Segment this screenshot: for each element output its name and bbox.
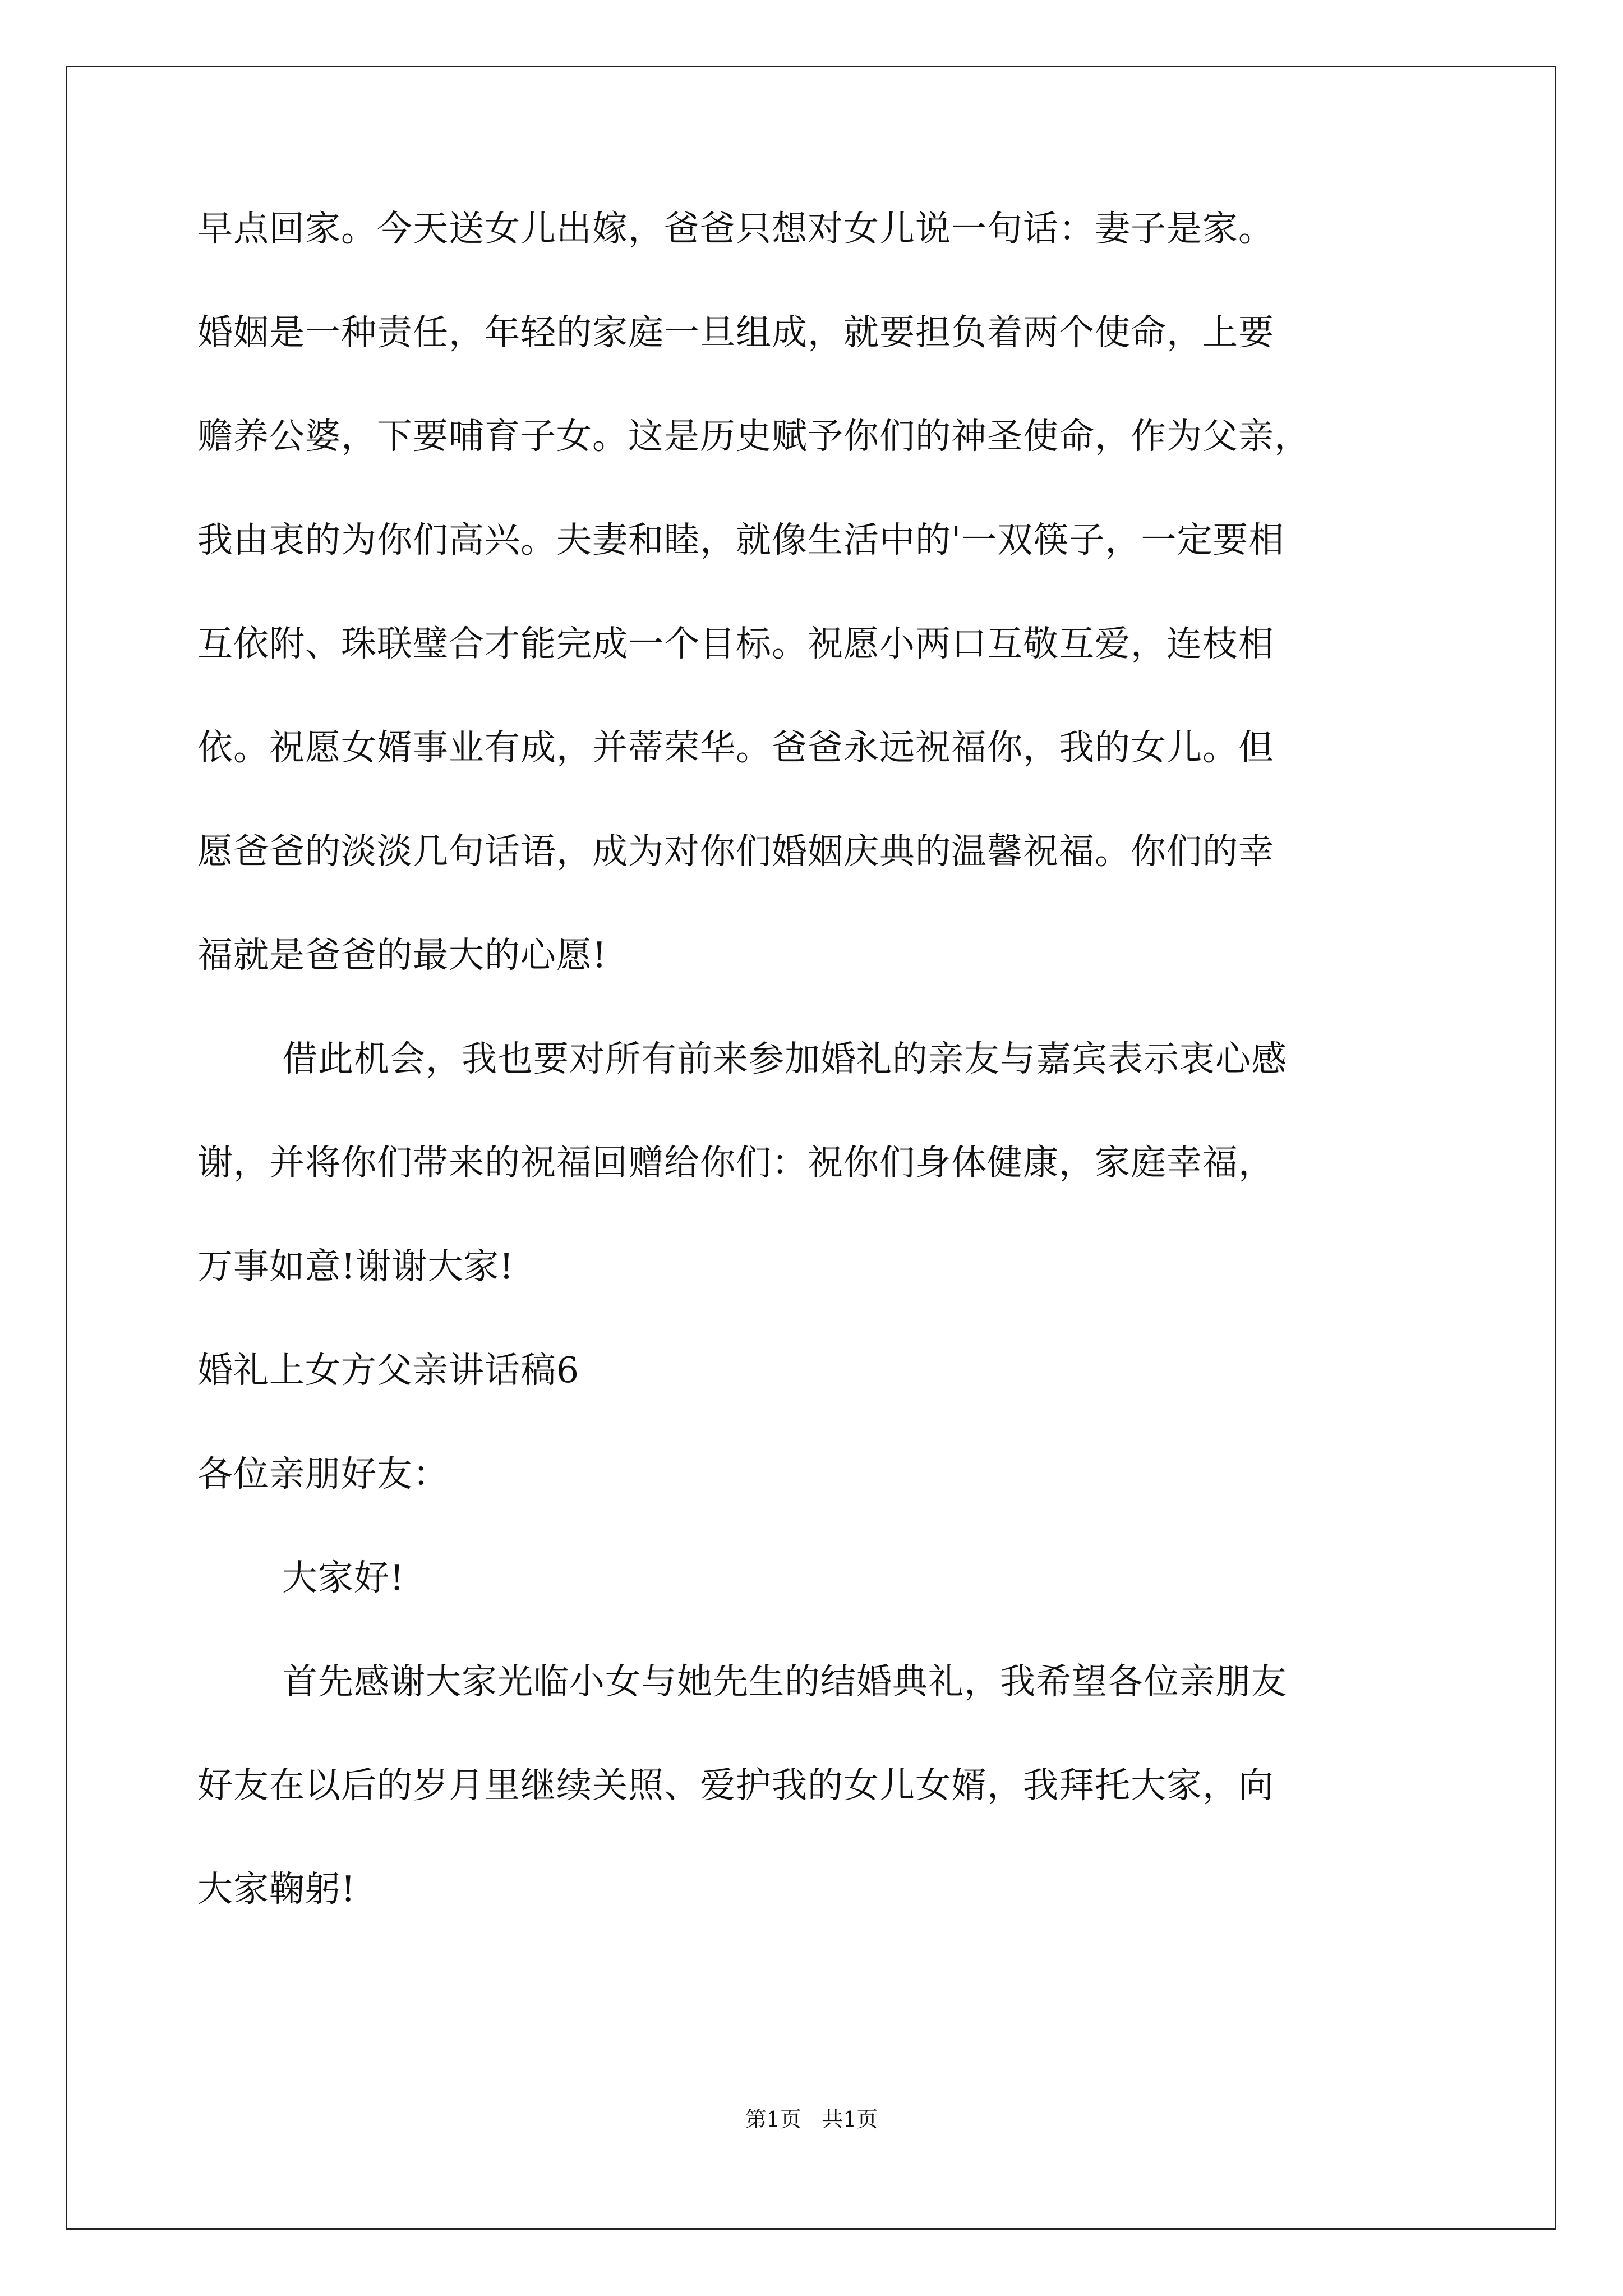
text-line: 我由衷的为你们高兴。夫妻和睦，就像生活中的'一双筷子，一定要相: [197, 519, 1285, 560]
page-number-footer: 第1页 共1页: [745, 2107, 878, 2132]
greeting: 大家好!: [282, 1557, 405, 1598]
document-body: [197, 208, 1448, 1975]
text-line: 互依附、珠联璧合才能完成一个目标。祝愿小两口互敬互爱，连枝相: [197, 623, 1274, 664]
text-line: 早点回家。今天送女儿出嫁，爸爸只想对女儿说一句话：妻子是家。: [197, 208, 1274, 249]
text-line: 大家鞠躬!: [197, 1869, 356, 1910]
text-line: 婚姻是一种责任，年轻的家庭一旦组成，就要担负着两个使命，上要: [197, 312, 1274, 353]
text-line: 万事如意!谢谢大家!: [197, 1246, 514, 1287]
text-line: 依。祝愿女婿事业有成，并蒂荣华。爸爸永远祝福你，我的女儿。但: [197, 727, 1274, 768]
text-line: 赡养公婆，下要哺育子女。这是历史赋予你们的神圣使命，作为父亲，: [197, 416, 1310, 457]
section-heading: 婚礼上女方父亲讲话稿6: [197, 1350, 580, 1391]
text-line: 愿爸爸的淡淡几句话语，成为对你们婚姻庆典的温馨祝福。你们的幸: [197, 831, 1274, 872]
text-line: 福就是爸爸的最大的心愿!: [197, 935, 607, 976]
text-line: 首先感谢大家光临小女与她先生的结婚典礼，我希望各位亲朋友: [282, 1661, 1287, 1702]
text-line: 好友在以后的岁月里继续关照、爱护我的女儿女婿，我拜托大家，向: [197, 1765, 1274, 1806]
text-line: 借此机会，我也要对所有前来参加婚礼的亲友与嘉宾表示衷心感: [282, 1038, 1287, 1079]
text-line: 谢，并将你们带来的祝福回赠给你们：祝你们身体健康，家庭幸福，: [197, 1142, 1274, 1183]
salutation: 各位亲朋好友：: [197, 1453, 449, 1494]
